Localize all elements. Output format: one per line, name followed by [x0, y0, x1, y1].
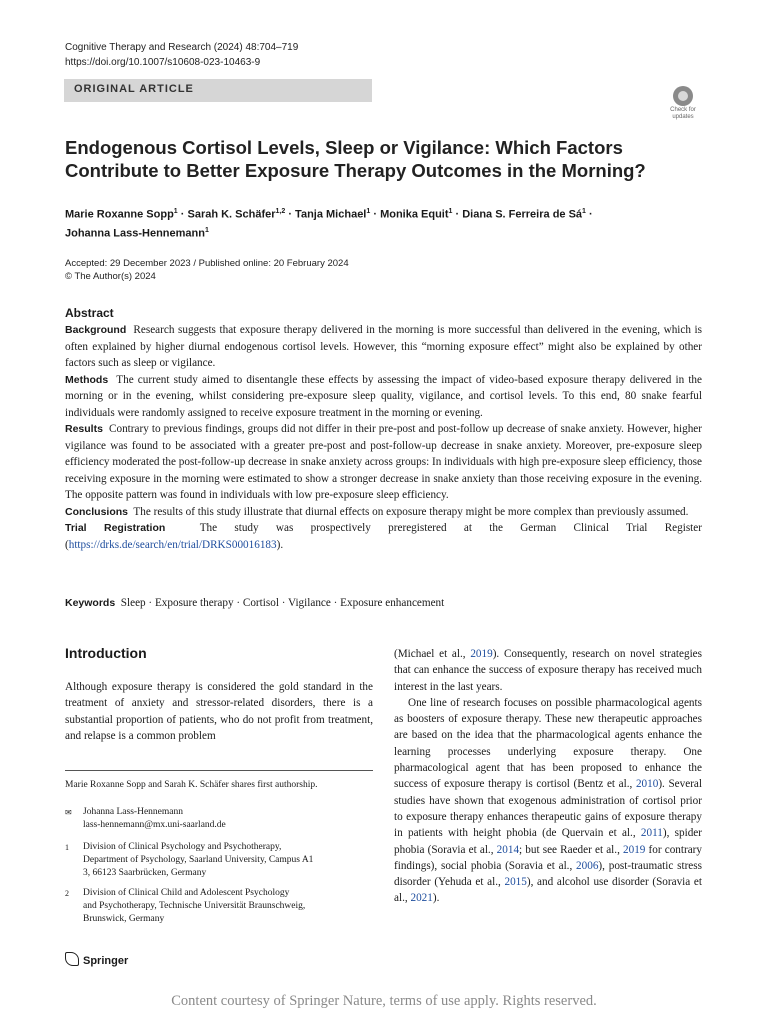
author-name[interactable]: Monika Equit	[380, 208, 449, 221]
author-affiliation: 1	[204, 226, 209, 234]
author-affiliation: 1	[448, 208, 453, 215]
abstract-trial	[65, 520, 702, 553]
background-text: Research suggests that exposure therapy delivered in the morning is more successful than delivered in the evening, which is often explained by higher diurnal endogenous cortisol levels. However, this “morning exposure effect” might also be explained by other factors such as sleep or vigilance.	[65, 324, 702, 369]
trial-end: ).	[276, 538, 284, 551]
text-run: for contrary findings), social phobia (Soravia et al.,	[394, 843, 702, 872]
trial-register-link[interactable]: https://drks.de/search/en/trial/DRKS00016183	[68, 538, 277, 551]
citation-link[interactable]: 2015	[504, 876, 527, 889]
conclusions-label: Conclusions	[65, 505, 129, 518]
accepted-date: Accepted: 29 December 2023 / Published online: 20 February 2024	[65, 258, 349, 269]
trial-label: Trial Registration	[65, 522, 166, 534]
intro-paragraph	[394, 695, 702, 907]
introduction-heading: Introduction	[65, 645, 147, 661]
citation-link[interactable]: 2021	[410, 892, 433, 905]
author-name[interactable]: Diana S. Ferreira de Sá	[462, 208, 583, 221]
methods-text: The current study aimed to disentangle these effects by assessing the impact of video-based exposure therapy delivered in the morning or in the evening, whilst considering pre-exposure sleep quality, vigilance, and cortisol levels. To this end, 80 snake fearful individuals were randomly assigned to receive exposure treatment in the morning or evening.	[65, 373, 702, 419]
article-type-banner	[64, 79, 372, 102]
check-updates-icon	[673, 86, 693, 106]
title-line-1: Endogenous Cortisol Levels, Sleep or Vigilance: Which Factors	[65, 137, 623, 158]
citation-link[interactable]: 2011	[640, 827, 663, 840]
affiliation-line: 3, 66123 Saarbrücken, Germany	[83, 868, 207, 878]
keywords	[65, 597, 444, 609]
text-run: ), spider phobia (Soravia et al.,	[394, 827, 702, 856]
keywords-label: Keywords	[65, 597, 116, 609]
author-name[interactable]: Sarah K. Schäfer	[187, 208, 276, 221]
journal-citation	[65, 40, 298, 70]
methods-label: Methods	[65, 373, 109, 386]
check-for-updates-badge[interactable]	[664, 84, 702, 124]
article-title	[65, 136, 705, 182]
trial-text: The study was prospectively preregistered at the German Clinical Trial Register (	[65, 522, 702, 551]
author-affiliation: 1	[366, 208, 371, 215]
text-run: ). Several studies have shown that exogenous administration of cortisol prior to exposure therapy enhances therapeutic gains of exposure therapy in patients with height phobia (de Quervain et al.,	[394, 778, 702, 840]
intro-paragraph: Although exposure therapy is considered the gold standard in the treatment of anxiety and stressor-related disorders, there is a substantial proportion of patients, who do not profit from treatment, and relapse is a common problem	[65, 681, 373, 742]
journal-line: Cognitive Therapy and Research (2024) 48:704–719	[65, 42, 299, 53]
author-affiliation: 1	[582, 208, 586, 215]
citation-link[interactable]: 2014	[496, 843, 520, 856]
affiliation-2	[65, 887, 373, 927]
affiliation-line: Department of Psychology, Saarland University, Campus A1	[83, 855, 314, 865]
citation-link[interactable]: 2010	[635, 778, 659, 791]
author-name[interactable]: Johanna Lass-Hennemann	[65, 227, 205, 240]
keywords-text: Sleep · Exposure therapy · Cortisol · Vigilance · Exposure enhancement	[120, 597, 445, 609]
contact-email[interactable]: lass-hennemann@mx.uni-saarland.de	[83, 820, 226, 830]
author-list: Marie Roxanne Sopp$^1$ · Sarah K. Schäfer$^{1,2}$ · Tanja Michael$^1$ · Monika Equit$^1$ · Diana S. Ferreira de $Sá^1$ · Johanna Lass-Hennemann$^1$	[65, 208, 593, 240]
text-run: ).	[432, 892, 440, 905]
citation-link[interactable]: 2019	[470, 648, 493, 660]
abstract-conclusions	[65, 504, 702, 521]
article-type-label: ORIGINAL ARTICLE	[74, 83, 194, 95]
publication-dates	[65, 257, 349, 283]
publisher-name: Springer	[83, 955, 129, 967]
abstract-body	[65, 322, 702, 553]
author-affiliation: 1,2	[275, 208, 286, 215]
courtesy-notice: Content courtesy of Springer Nature, terms of use apply. Rights reserved.	[171, 993, 597, 1009]
affiliation-number: 2	[65, 889, 69, 898]
citation-link[interactable]: 2019	[623, 843, 646, 856]
text-run: (Michael et al.,	[394, 648, 471, 660]
abstract-results	[65, 421, 702, 504]
background-label: Background	[65, 324, 127, 336]
conclusions-text: The results of this study illustrate that diurnal effects on exposure therapy might be more complex than previously assumed.	[133, 505, 689, 518]
abstract-methods	[65, 372, 702, 422]
affiliation-line: and Psychotherapy, Technische Universität Braunschweig,	[83, 901, 306, 911]
text-run: One line of research focuses on possible pharmacological agents as boosters of exposure therapy. These new therapeutic approaches are based on the idea that the pharmacological agents enhance the learning processes underlying exposure therapy. One pharmacological agent that has been proposed to enhance the success of exposure therapy is cortisol (Bentz et al.,	[394, 696, 702, 791]
springer-horse-icon	[65, 952, 79, 966]
text-run: ), post-traumatic stress disorder (Yehuda et al.,	[394, 859, 702, 889]
check-updates-text-1: Check for	[670, 107, 696, 113]
text-run: ). Consequently, research on novel strategies that can enhance the success of exposure therapy has received much interest in the last years.	[394, 648, 702, 693]
contact-name: Johanna Lass-Hennemann	[83, 807, 183, 817]
results-label: Results	[65, 423, 103, 435]
abstract-background	[65, 322, 702, 372]
check-updates-text-2: updates	[672, 114, 694, 120]
title-line-2: Contribute to Better Exposure Therapy Outcomes in the Morning?	[65, 160, 646, 181]
footnote-divider	[65, 770, 373, 771]
citation-link[interactable]: 2006	[576, 859, 599, 872]
text-run: ), and alcohol use disorder (Soravia et al.,	[394, 876, 702, 905]
publisher-logo	[65, 952, 128, 967]
shared-authorship-note: Marie Roxanne Sopp and Sarah K. Schäfer shares first authorship.	[65, 780, 318, 790]
author-name[interactable]: Tanja Michael	[295, 208, 367, 221]
abstract-heading: Abstract	[65, 306, 114, 320]
text-run: ; but see Raeder et al.,	[519, 843, 624, 856]
affiliation-line: Brunswick, Germany	[83, 914, 165, 924]
author-affiliation: 1	[173, 208, 178, 215]
affiliation-line: Division of Clinical Child and Adolescent Psychology	[83, 888, 290, 898]
intro-column-1	[65, 679, 373, 744]
results-text: Contrary to previous findings, groups did not differ in their pre-post and post-follow up decrease of snake anxiety. However, higher vigilance was found to be associated with a greater pre-post and post-follow-up decrease in snake anxiety. Moreover, pre-exposure sleep efficiency moderated the post-follow-up decrease in snake anxiety across groups: In individuals with high pre-exposure sleep efficiency, those receiving exposure in the morning were estimated to show a stronger decrease in snake anxiety than those receiving exposure in the evening. The opposite pattern was found in individuals with low pre-exposure sleep efficiency.	[65, 423, 703, 501]
corresponding-author	[65, 806, 373, 832]
author-name[interactable]: Marie Roxanne Sopp	[65, 208, 174, 221]
copyright-line: © The Author(s) 2024	[65, 271, 156, 282]
affiliation-number: 1	[65, 843, 69, 852]
affiliation-line: Division of Clinical Psychology and Psychotherapy,	[83, 842, 282, 852]
affiliation-1	[65, 841, 373, 881]
intro-paragraph	[394, 646, 702, 695]
intro-column-2	[394, 646, 702, 907]
envelope-icon: ✉	[65, 808, 72, 817]
doi-line[interactable]: https://doi.org/10.1007/s10608-023-10463-9	[65, 57, 261, 68]
